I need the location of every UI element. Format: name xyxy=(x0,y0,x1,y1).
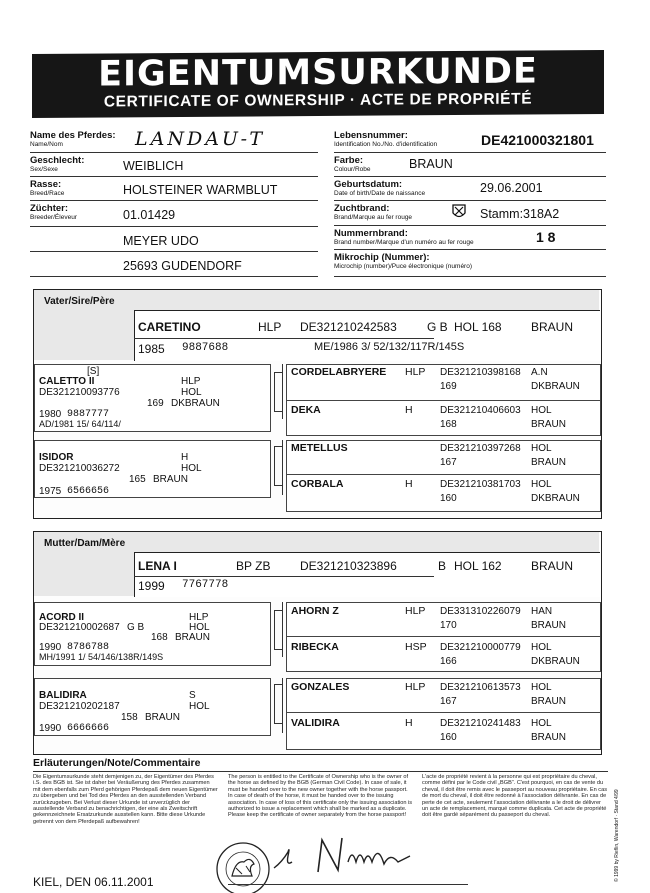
holstein-brand-icon xyxy=(451,203,467,221)
sire-ggp-1: CORDELABRYERE HLP DE321210398168 A.N 169 DKBRAUN xyxy=(286,364,601,402)
name-label: Name des Pferdes: Name/Nom xyxy=(30,130,116,148)
brand-value: Stamm:318A2 xyxy=(480,207,560,221)
place-date: KIEL, DEN 06.11.2001 xyxy=(33,875,154,889)
dam-ggp-4: VALIDIRA H DE321210241483 HOL 160 BRAUN xyxy=(286,712,601,750)
breeder-name: MEYER UDO xyxy=(123,234,199,248)
notes-french: L'acte de propriété revient à la personne qui est propriétaire du cheval, comme défini par le Code civil „BGB“. C'est pourquoi, en cas de vente du cheval, il doit être remis avec le passeport au nouveau propriétaire. En cas de mort du cheval, il doit être redonné à l'association délivrante. En cas de perte de cet acte, seulement l'association délivrante a le droit de délivrer un acte de remplacement, marqué comme duplicata. Cet acte de propriété doit être gardé séparément du passeport du cheval. xyxy=(422,774,608,819)
dam-ggp-2: RIBECKA HSP DE321210000779 HOL 166 DKBRAUN xyxy=(286,636,601,672)
number-brand-value: 1 8 xyxy=(536,229,556,245)
dam-ggp-3: GONZALES HLP DE321210613573 HOL 167 BRAUN xyxy=(286,678,601,714)
print-notice: © 1999 by Rieflin, Warendorf · Stand 4/99 xyxy=(614,789,620,882)
breed-label: Rasse: Breed/Race xyxy=(30,179,65,197)
sire-name: CARETINO xyxy=(138,320,201,334)
breeder-address: 25693 GUDENDORF xyxy=(123,259,242,273)
sire-grandparent-2: ISIDOR H DE321210036272 HOL 165 BRAUN 1975 6566656 xyxy=(34,440,271,498)
colour-label: Farbe: Colour/Robe xyxy=(334,155,371,173)
horse-name: LANDAU-T xyxy=(135,128,266,150)
dam-name: LENA I xyxy=(138,559,177,573)
life-number-label: Lebensnummer: Identification No./No. d'identification xyxy=(334,130,438,148)
dam-grandparent-1: ACORD II HLP DE321210002687 G B HOL 168 BRAUN 1990 8786788 MH/1991 1/ 54/146/138R/149S xyxy=(34,602,271,666)
number-brand-label: Nummernbrand: Brand number/Marque d'un numéro au fer rouge xyxy=(334,228,474,246)
colour-value: BRAUN xyxy=(409,157,453,171)
breeder-id: 01.01429 xyxy=(123,208,176,222)
sex-label: Geschlecht: Sex/Sexe xyxy=(30,155,85,173)
brand-label: Zuchtbrand: Brand/Marque au fer rouge xyxy=(334,203,413,221)
dam-box-title: Mutter/Dam/Mère xyxy=(44,538,126,549)
sire-ggp-4: CORBALA H DE321210381703 HOL 160 DKBRAUN xyxy=(286,474,601,512)
sire-box: Vater/Sire/Père CARETINO HLP DE321210242583 G B HOL 168 BRAUN 1985 9887688 ME/1986 3/ 52/132/117R/145S [S] CALETTO II HLP DE321210093776 HOL 169 DKBRAUN 1980 9887777 AD/1981 15/ 64/114/ ISIDOR H DE321210036272 HOL 165 BRAUN 1975 6566656 CORDELABRYERE HLP DE321210398168 A.N 169 DKBRAUN DEKA H DE321210406603 HOL 168 BRAUN METELLUS DE321210397268 HOL 167 BRAUN CORBALA H DE321210381703 HOL 160 DKBRAUN xyxy=(33,289,602,519)
sex-value: WEIBLICH xyxy=(123,159,184,173)
breed-value: HOLSTEINER WARMBLUT xyxy=(123,183,278,197)
notes-english: The person is entitled to the Certificate of Ownership who is the owner of the horse as defined by the BGB (German Civil Code). In case of sale, it must be handed over to the new owner together with the horse passport. In case of death of the horse, it must be handed over to the issuing association. In case of loss of this certificate only the issuing association is authorized to issue a replacement which shall be marked as a duplicate. Please keep the certificate of owner separately from the horse passport! xyxy=(228,774,413,819)
sire-grandparent-1: [S] CALETTO II HLP DE321210093776 HOL 169 DKBRAUN 1980 9887777 AD/1981 15/ 64/114/ xyxy=(34,364,271,432)
microchip-label: Mikrochip (Nummer): Microchip (number)/Puce électronique (numéro) xyxy=(334,252,473,270)
sire-ggp-2: DEKA H DE321210406603 HOL 168 BRAUN xyxy=(286,400,601,436)
notes-title: Erläuterungen/Note/Commentaire xyxy=(33,757,201,769)
breeder-label: Züchter: Breeder/Éleveur xyxy=(30,203,77,221)
sire-ggp-3: METELLUS DE321210397268 HOL 167 BRAUN xyxy=(286,440,601,476)
notes-german: Die Eigentumsurkunde steht demjenigen zu, der Eigentümer des Pferdes i.S. des BGB ist. Sie ist daher bei Veräußerung des Pferdes zusammen mit dem ebenfalls zum Pferd gehörigen Pferdepaß dem neuen Eigentümer zu übergeben und bei Tod des Pferdes an den ausstellenden Verband zurückzugeben. Bei Verlust dieser Urkunde ist unverzüglich der ausstellende Verband zu benachrichtigen, der eine als Zweitschrift gekennzeichnete Ersatzurkunde ausstellen kann. Bitte diese Urkunde getrennt von dem Pferdepaß aufbewahren! xyxy=(33,774,218,825)
document-title: EIGENTUMSURKUNDE xyxy=(98,51,538,95)
document-subtitle: CERTIFICATE OF OWNERSHIP · ACTE DE PROPRIÉTÉ xyxy=(103,90,533,111)
dam-box: Mutter/Dam/Mère LENA I BP ZB DE321210323896 B HOL 162 BRAUN 1999 7767778 ACORD II HLP DE321210002687 G B HOL 168 BRAUN 1990 8786788 MH/1991 1/ 54/146/138R/149S BALIDIRA S DE321210202187 HOL 158 BRAUN 1990 6666666 AHORN Z HLP DE331310226079 HAN 170 BRAUN RIBECKA HSP DE321210000779 HOL 166 DKBRAUN GONZALES HLP DE321210613573 HOL 167 BRAUN VALIDIRA H DE321210241483 HOL 160 BRAUN xyxy=(33,531,602,755)
dam-ggp-1: AHORN Z HLP DE331310226079 HAN 170 BRAUN xyxy=(286,602,601,638)
dob-value: 29.06.2001 xyxy=(480,181,543,195)
dob-label: Geburtsdatum: Date of birth/Date de naissance xyxy=(334,179,426,197)
life-number: DE421000321801 xyxy=(481,132,594,148)
dam-grandparent-2: BALIDIRA S DE321210202187 HOL 158 BRAUN 1990 6666666 xyxy=(34,678,271,736)
title-banner xyxy=(32,50,604,118)
signature-icon xyxy=(268,832,418,880)
sire-box-title: Vater/Sire/Père xyxy=(44,296,115,307)
